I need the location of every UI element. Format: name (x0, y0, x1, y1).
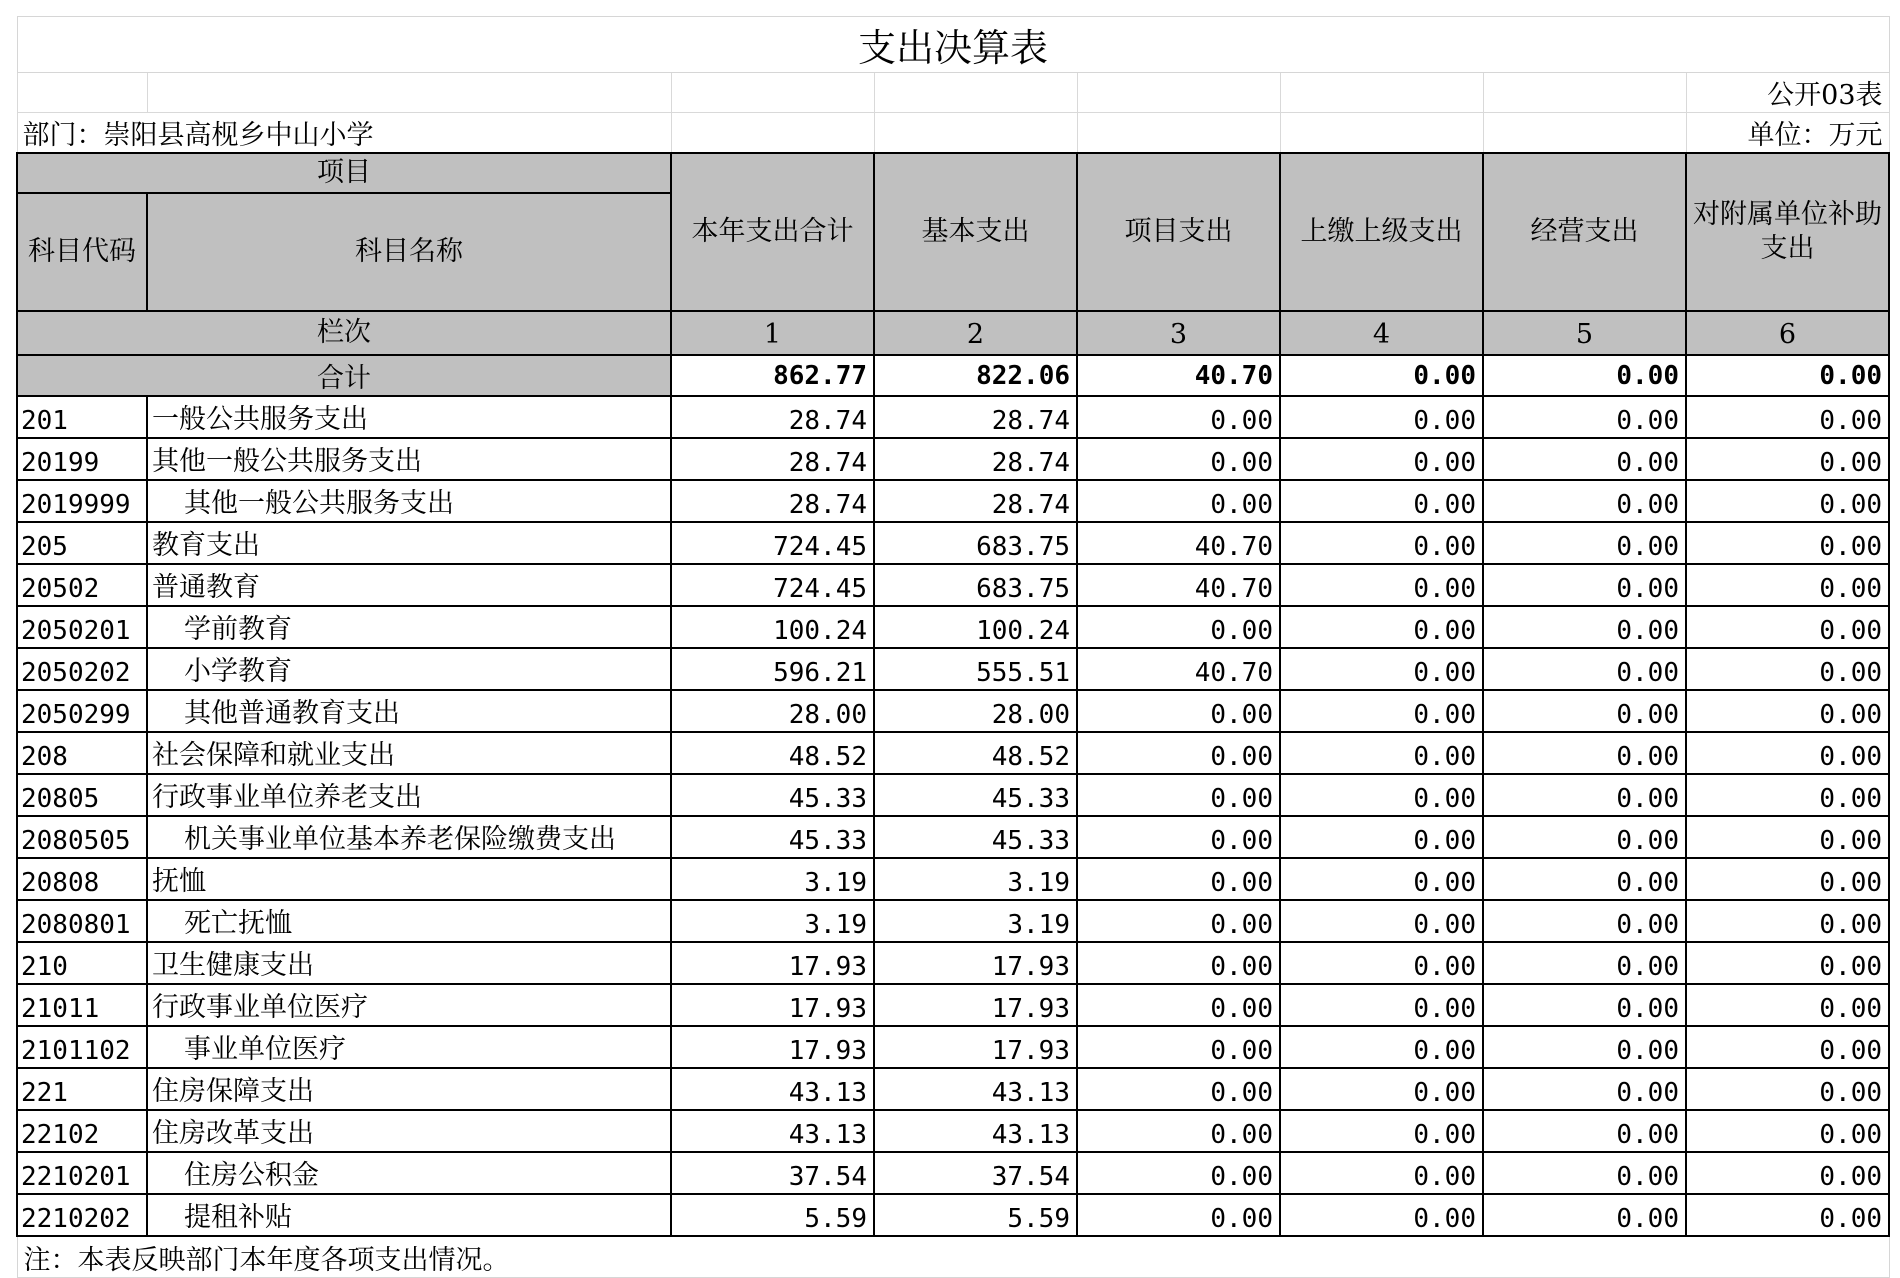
unit-label: 单位：万元 (1686, 113, 1889, 154)
table-row (17, 648, 1889, 690)
subject-code-cell: 22102 (17, 1110, 147, 1152)
amount-cell: 0.00 (1483, 648, 1686, 690)
amount-cell: 0.00 (1483, 690, 1686, 732)
amount-cell: 0.00 (1483, 1194, 1686, 1236)
amount-cell: 0.00 (1483, 984, 1686, 1026)
amount-cell: 0.00 (1077, 1026, 1280, 1068)
amount-cell: 28.74 (671, 438, 874, 480)
subject-name-cell: 死亡抚恤 (147, 900, 671, 942)
amount-cell: 0.00 (1686, 942, 1889, 984)
amount-cell: 17.93 (874, 942, 1077, 984)
subject-code-cell: 205 (17, 522, 147, 564)
blank-cell (1280, 113, 1483, 154)
subject-code-cell: 20502 (17, 564, 147, 606)
amount-cell: 28.74 (874, 396, 1077, 438)
total-value: 822.06 (874, 355, 1077, 396)
amount-cell: 0.00 (1686, 480, 1889, 522)
table-row (17, 900, 1889, 942)
subject-code-cell: 2080801 (17, 900, 147, 942)
amount-cell: 683.75 (874, 564, 1077, 606)
amount-cell: 0.00 (1280, 1068, 1483, 1110)
amount-cell: 0.00 (1483, 1026, 1686, 1068)
amount-cell: 0.00 (1280, 774, 1483, 816)
subject-code-cell: 2050201 (17, 606, 147, 648)
header-col-operating: 经营支出 (1483, 153, 1686, 311)
subject-name-cell: 学前教育 (147, 606, 671, 648)
blank-cell (1280, 73, 1483, 113)
amount-cell: 45.33 (874, 816, 1077, 858)
amount-cell: 0.00 (1077, 1110, 1280, 1152)
subject-name-cell: 行政事业单位医疗 (147, 984, 671, 1026)
amount-cell: 28.00 (874, 690, 1077, 732)
amount-cell: 0.00 (1483, 1152, 1686, 1194)
amount-cell: 683.75 (874, 522, 1077, 564)
amount-cell: 0.00 (1077, 984, 1280, 1026)
blank-cell (147, 73, 671, 113)
table-row (17, 1110, 1889, 1152)
amount-cell: 0.00 (1280, 564, 1483, 606)
table-row (17, 984, 1889, 1026)
header-col-remit: 上缴上级支出 (1280, 153, 1483, 311)
subject-code-cell: 201 (17, 396, 147, 438)
amount-cell: 37.54 (874, 1152, 1077, 1194)
table-row (17, 1068, 1889, 1110)
subject-code-cell: 2210202 (17, 1194, 147, 1236)
table-row (17, 732, 1889, 774)
subject-name-cell: 机关事业单位基本养老保险缴费支出 (147, 816, 671, 858)
form-code: 公开03表 (1686, 73, 1889, 113)
total-value: 40.70 (1077, 355, 1280, 396)
amount-cell: 0.00 (1686, 606, 1889, 648)
department-label: 部门：崇阳县高枧乡中山小学 (17, 113, 671, 154)
amount-cell: 0.00 (1686, 1026, 1889, 1068)
subject-name-cell: 教育支出 (147, 522, 671, 564)
amount-cell: 0.00 (1280, 1110, 1483, 1152)
amount-cell: 0.00 (1686, 816, 1889, 858)
amount-cell: 17.93 (671, 984, 874, 1026)
header-index: 6 (1686, 311, 1889, 355)
amount-cell: 0.00 (1077, 690, 1280, 732)
amount-cell: 43.13 (671, 1110, 874, 1152)
amount-cell: 0.00 (1077, 396, 1280, 438)
table-row (17, 1026, 1889, 1068)
amount-cell: 0.00 (1483, 438, 1686, 480)
amount-cell: 0.00 (1483, 1068, 1686, 1110)
amount-cell: 17.93 (874, 1026, 1077, 1068)
amount-cell: 0.00 (1483, 774, 1686, 816)
header-col-total: 本年支出合计 (671, 153, 874, 311)
amount-cell: 17.93 (671, 1026, 874, 1068)
header-item: 项目 (17, 153, 671, 193)
amount-cell: 0.00 (1077, 774, 1280, 816)
total-value: 862.77 (671, 355, 874, 396)
amount-cell: 0.00 (1280, 1026, 1483, 1068)
table-row (17, 564, 1889, 606)
amount-cell: 40.70 (1077, 648, 1280, 690)
subject-name-cell: 卫生健康支出 (147, 942, 671, 984)
subject-name-cell: 社会保障和就业支出 (147, 732, 671, 774)
subject-code-cell: 2101102 (17, 1026, 147, 1068)
subject-name-cell: 普通教育 (147, 564, 671, 606)
amount-cell: 0.00 (1686, 984, 1889, 1026)
amount-cell: 0.00 (1686, 564, 1889, 606)
blank-cell (671, 73, 874, 113)
amount-cell: 3.19 (671, 858, 874, 900)
header-index: 4 (1280, 311, 1483, 355)
total-value: 0.00 (1280, 355, 1483, 396)
amount-cell: 0.00 (1280, 732, 1483, 774)
header-index-label: 栏次 (17, 311, 671, 355)
amount-cell: 0.00 (1483, 942, 1686, 984)
amount-cell: 0.00 (1483, 816, 1686, 858)
amount-cell: 28.74 (671, 480, 874, 522)
amount-cell: 0.00 (1686, 1194, 1889, 1236)
header-index: 2 (874, 311, 1077, 355)
subject-name-cell: 小学教育 (147, 648, 671, 690)
subject-code-cell: 2050202 (17, 648, 147, 690)
amount-cell: 0.00 (1077, 942, 1280, 984)
amount-cell: 0.00 (1077, 900, 1280, 942)
amount-cell: 43.13 (874, 1110, 1077, 1152)
table-row (17, 606, 1889, 648)
amount-cell: 28.74 (874, 438, 1077, 480)
total-value: 0.00 (1686, 355, 1889, 396)
amount-cell: 0.00 (1280, 900, 1483, 942)
amount-cell: 0.00 (1280, 816, 1483, 858)
amount-cell: 0.00 (1077, 1152, 1280, 1194)
subject-name-cell: 其他一般公共服务支出 (147, 438, 671, 480)
amount-cell: 3.19 (874, 858, 1077, 900)
amount-cell: 0.00 (1077, 732, 1280, 774)
amount-cell: 0.00 (1686, 522, 1889, 564)
amount-cell: 28.74 (874, 480, 1077, 522)
amount-cell: 0.00 (1483, 858, 1686, 900)
table-note: 注：本表反映部门本年度各项支出情况。 (17, 1236, 1889, 1278)
amount-cell: 555.51 (874, 648, 1077, 690)
amount-cell: 45.33 (671, 816, 874, 858)
subject-code-cell: 2210201 (17, 1152, 147, 1194)
amount-cell: 0.00 (1686, 732, 1889, 774)
header-index: 1 (671, 311, 874, 355)
subject-code-cell: 20808 (17, 858, 147, 900)
amount-cell: 0.00 (1483, 732, 1686, 774)
amount-cell: 45.33 (874, 774, 1077, 816)
subject-name-cell: 事业单位医疗 (147, 1026, 671, 1068)
table-row (17, 816, 1889, 858)
subject-code-cell: 20199 (17, 438, 147, 480)
amount-cell: 0.00 (1483, 900, 1686, 942)
header-col-basic: 基本支出 (874, 153, 1077, 311)
subject-code-cell: 221 (17, 1068, 147, 1110)
amount-cell: 48.52 (671, 732, 874, 774)
table-row (17, 690, 1889, 732)
blank-cell (1483, 113, 1686, 154)
amount-cell: 0.00 (1686, 396, 1889, 438)
subject-name-cell: 行政事业单位养老支出 (147, 774, 671, 816)
blank-cell (874, 73, 1077, 113)
amount-cell: 3.19 (671, 900, 874, 942)
total-label: 合计 (17, 355, 671, 396)
amount-cell: 0.00 (1686, 690, 1889, 732)
amount-cell: 5.59 (874, 1194, 1077, 1236)
amount-cell: 0.00 (1280, 690, 1483, 732)
amount-cell: 0.00 (1483, 564, 1686, 606)
table-row (17, 858, 1889, 900)
amount-cell: 0.00 (1686, 858, 1889, 900)
amount-cell: 37.54 (671, 1152, 874, 1194)
table-row (17, 480, 1889, 522)
total-row (17, 355, 1889, 396)
blank-cell (1077, 113, 1280, 154)
amount-cell: 0.00 (1483, 522, 1686, 564)
amount-cell: 0.00 (1686, 900, 1889, 942)
amount-cell: 0.00 (1686, 648, 1889, 690)
table-row (17, 942, 1889, 984)
amount-cell: 0.00 (1483, 1110, 1686, 1152)
amount-cell: 0.00 (1280, 522, 1483, 564)
amount-cell: 0.00 (1280, 438, 1483, 480)
header-col-subsidy: 对附属单位补助支出 (1686, 153, 1889, 311)
amount-cell: 43.13 (671, 1068, 874, 1110)
amount-cell: 0.00 (1686, 438, 1889, 480)
amount-cell: 40.70 (1077, 522, 1280, 564)
blank-cell (1077, 73, 1280, 113)
amount-cell: 43.13 (874, 1068, 1077, 1110)
amount-cell: 28.00 (671, 690, 874, 732)
subject-code-cell: 2080505 (17, 816, 147, 858)
amount-cell: 0.00 (1077, 858, 1280, 900)
amount-cell: 0.00 (1077, 438, 1280, 480)
table-row (17, 774, 1889, 816)
subject-code-cell: 208 (17, 732, 147, 774)
subject-name-cell: 提租补贴 (147, 1194, 671, 1236)
amount-cell: 0.00 (1280, 984, 1483, 1026)
blank-cell (874, 113, 1077, 154)
amount-cell: 40.70 (1077, 564, 1280, 606)
amount-cell: 45.33 (671, 774, 874, 816)
table-row (17, 438, 1889, 480)
amount-cell: 0.00 (1077, 1068, 1280, 1110)
amount-cell: 28.74 (671, 396, 874, 438)
subject-name-cell: 住房保障支出 (147, 1068, 671, 1110)
subject-code-cell: 2019999 (17, 480, 147, 522)
amount-cell: 0.00 (1483, 606, 1686, 648)
blank-cell (671, 113, 874, 154)
amount-cell: 0.00 (1280, 648, 1483, 690)
amount-cell: 0.00 (1077, 1194, 1280, 1236)
amount-cell: 0.00 (1077, 816, 1280, 858)
amount-cell: 0.00 (1686, 1110, 1889, 1152)
table-row (17, 396, 1889, 438)
subject-code-cell: 21011 (17, 984, 147, 1026)
amount-cell: 0.00 (1077, 606, 1280, 648)
amount-cell: 0.00 (1280, 858, 1483, 900)
amount-cell: 0.00 (1686, 774, 1889, 816)
subject-name-cell: 抚恤 (147, 858, 671, 900)
amount-cell: 596.21 (671, 648, 874, 690)
amount-cell: 724.45 (671, 564, 874, 606)
total-value: 0.00 (1483, 355, 1686, 396)
amount-cell: 0.00 (1280, 480, 1483, 522)
header-col-project: 项目支出 (1077, 153, 1280, 311)
amount-cell: 17.93 (874, 984, 1077, 1026)
amount-cell: 0.00 (1077, 480, 1280, 522)
amount-cell: 0.00 (1280, 1194, 1483, 1236)
amount-cell: 5.59 (671, 1194, 874, 1236)
amount-cell: 0.00 (1686, 1068, 1889, 1110)
amount-cell: 3.19 (874, 900, 1077, 942)
amount-cell: 48.52 (874, 732, 1077, 774)
blank-cell (17, 73, 147, 113)
amount-cell: 724.45 (671, 522, 874, 564)
amount-cell: 0.00 (1280, 396, 1483, 438)
blank-cell (1483, 73, 1686, 113)
subject-name-cell: 其他普通教育支出 (147, 690, 671, 732)
amount-cell: 0.00 (1686, 1152, 1889, 1194)
expenditure-final-accounts-table (16, 16, 1890, 1278)
subject-code-cell: 210 (17, 942, 147, 984)
subject-code-cell: 20805 (17, 774, 147, 816)
amount-cell: 17.93 (671, 942, 874, 984)
subject-name-cell: 住房改革支出 (147, 1110, 671, 1152)
header-index: 3 (1077, 311, 1280, 355)
amount-cell: 100.24 (874, 606, 1077, 648)
subject-name-cell: 其他一般公共服务支出 (147, 480, 671, 522)
table-title: 支出决算表 (17, 17, 1889, 73)
subject-name-cell: 一般公共服务支出 (147, 396, 671, 438)
table-row (17, 1194, 1889, 1236)
header-index: 5 (1483, 311, 1686, 355)
amount-cell: 0.00 (1483, 396, 1686, 438)
table-row (17, 1152, 1889, 1194)
amount-cell: 0.00 (1280, 606, 1483, 648)
table-row (17, 522, 1889, 564)
subject-name-cell: 住房公积金 (147, 1152, 671, 1194)
amount-cell: 0.00 (1483, 480, 1686, 522)
header-code: 科目代码 (17, 193, 147, 311)
amount-cell: 0.00 (1280, 1152, 1483, 1194)
amount-cell: 0.00 (1280, 942, 1483, 984)
header-name: 科目名称 (147, 193, 671, 311)
amount-cell: 100.24 (671, 606, 874, 648)
subject-code-cell: 2050299 (17, 690, 147, 732)
